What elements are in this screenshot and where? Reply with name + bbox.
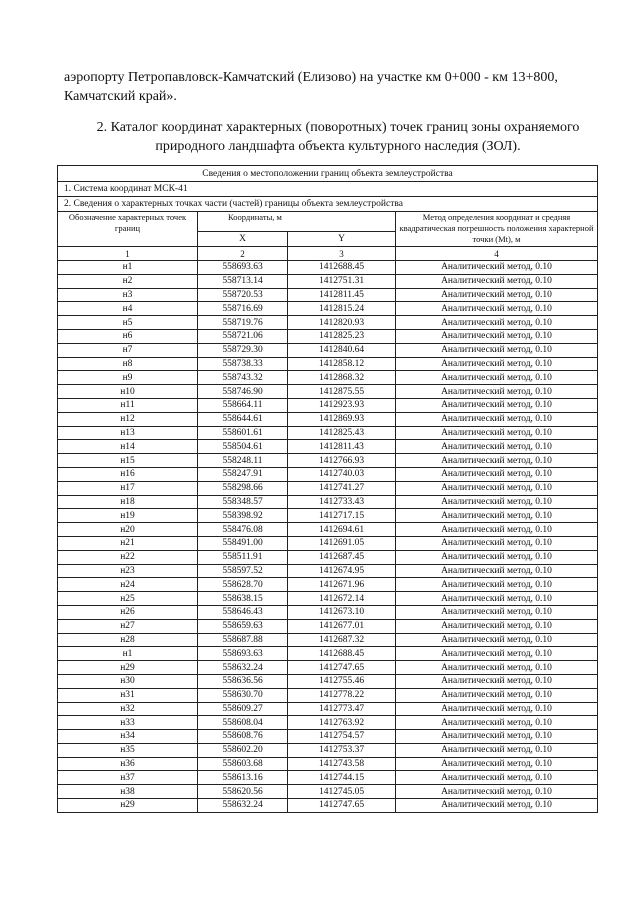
point-name-cell: н31 — [58, 688, 198, 702]
table-row — [58, 799, 598, 813]
method-cell: Аналитический метод, 0.10 — [396, 619, 598, 633]
x-coordinate-cell: 558729.30 — [198, 343, 288, 357]
x-coordinate-cell: 558298.66 — [198, 481, 288, 495]
y-coordinate-cell: 1412744.15 — [288, 771, 396, 785]
point-name-cell: н1 — [58, 261, 198, 275]
x-coordinate-cell: 558620.56 — [198, 785, 288, 799]
y-coordinate-cell: 1412754.57 — [288, 730, 396, 744]
table-row — [58, 426, 598, 440]
x-coordinate-cell: 558603.68 — [198, 757, 288, 771]
point-name-cell: н24 — [58, 578, 198, 592]
x-coordinate-cell: 558511.91 — [198, 550, 288, 564]
y-coordinate-cell: 1412868.32 — [288, 371, 396, 385]
x-coordinate-cell: 558630.70 — [198, 688, 288, 702]
table-row — [58, 316, 598, 330]
table-row — [58, 343, 598, 357]
column-header-point: Обозначение характерных точек границ — [58, 212, 198, 247]
point-name-cell: н36 — [58, 757, 198, 771]
table-row — [58, 302, 598, 316]
y-coordinate-cell: 1412747.65 — [288, 661, 396, 675]
column-header-y: Y — [288, 232, 396, 247]
table-row — [58, 619, 598, 633]
point-name-cell: н11 — [58, 398, 198, 412]
table-row — [58, 274, 598, 288]
x-coordinate-cell: 558597.52 — [198, 564, 288, 578]
y-coordinate-cell: 1412743.58 — [288, 757, 396, 771]
point-name-cell: н17 — [58, 481, 198, 495]
y-coordinate-cell: 1412778.22 — [288, 688, 396, 702]
table-row — [58, 398, 598, 412]
point-name-cell: н37 — [58, 771, 198, 785]
x-coordinate-cell: 558719.76 — [198, 316, 288, 330]
y-coordinate-cell: 1412753.37 — [288, 743, 396, 757]
y-coordinate-cell: 1412673.10 — [288, 605, 396, 619]
point-name-cell: н13 — [58, 426, 198, 440]
table-row — [58, 467, 598, 481]
x-coordinate-cell: 558613.16 — [198, 771, 288, 785]
point-name-cell: н12 — [58, 412, 198, 426]
x-coordinate-cell: 558720.53 — [198, 288, 288, 302]
table-title: Сведения о местоположении границ объекта землеустройства — [58, 166, 598, 182]
method-cell: Аналитический метод, 0.10 — [396, 592, 598, 606]
table-row — [58, 688, 598, 702]
point-name-cell: н38 — [58, 785, 198, 799]
x-coordinate-cell: 558247.91 — [198, 467, 288, 481]
y-coordinate-cell: 1412694.61 — [288, 523, 396, 537]
x-coordinate-cell: 558504.61 — [198, 440, 288, 454]
table-row — [58, 329, 598, 343]
method-cell: Аналитический метод, 0.10 — [396, 702, 598, 716]
x-coordinate-cell: 558644.61 — [198, 412, 288, 426]
method-cell: Аналитический метод, 0.10 — [396, 647, 598, 661]
method-cell: Аналитический метод, 0.10 — [396, 385, 598, 399]
coordinate-system: 1. Система координат МСК-41 — [58, 182, 598, 197]
point-name-cell: н21 — [58, 536, 198, 550]
table-row — [58, 523, 598, 537]
y-coordinate-cell: 1412733.43 — [288, 495, 396, 509]
point-name-cell: н28 — [58, 633, 198, 647]
x-coordinate-cell: 558646.43 — [198, 605, 288, 619]
y-coordinate-cell: 1412671.96 — [288, 578, 396, 592]
table-row — [58, 743, 598, 757]
y-coordinate-cell: 1412755.46 — [288, 674, 396, 688]
coordinates-table — [57, 165, 598, 813]
table-row — [58, 509, 598, 523]
heading-line: природного ландшафта объекта культурного наследия (ЗОЛ). — [155, 139, 521, 154]
x-coordinate-cell: 558348.57 — [198, 495, 288, 509]
point-name-cell: н29 — [58, 799, 198, 813]
y-coordinate-cell: 1412740.03 — [288, 467, 396, 481]
table-row — [58, 564, 598, 578]
method-cell: Аналитический метод, 0.10 — [396, 605, 598, 619]
method-cell: Аналитический метод, 0.10 — [396, 481, 598, 495]
point-name-cell: н33 — [58, 716, 198, 730]
method-cell: Аналитический метод, 0.10 — [396, 398, 598, 412]
x-coordinate-cell: 558664.11 — [198, 398, 288, 412]
column-number: 3 — [288, 247, 396, 261]
method-cell: Аналитический метод, 0.10 — [396, 716, 598, 730]
y-coordinate-cell: 1412677.01 — [288, 619, 396, 633]
table-row — [58, 550, 598, 564]
method-cell: Аналитический метод, 0.10 — [396, 674, 598, 688]
point-name-cell: н10 — [58, 385, 198, 399]
table-row — [58, 481, 598, 495]
x-coordinate-cell: 558608.04 — [198, 716, 288, 730]
table-row — [58, 702, 598, 716]
method-cell: Аналитический метод, 0.10 — [396, 509, 598, 523]
table-row — [58, 757, 598, 771]
table-row — [58, 440, 598, 454]
x-coordinate-cell: 558721.06 — [198, 329, 288, 343]
column-number: 1 — [58, 247, 198, 261]
table-row — [58, 261, 598, 275]
point-name-cell: н3 — [58, 288, 198, 302]
table-row — [58, 454, 598, 468]
method-cell: Аналитический метод, 0.10 — [396, 261, 598, 275]
x-coordinate-cell: 558609.27 — [198, 702, 288, 716]
section-heading — [64, 118, 612, 156]
y-coordinate-cell: 1412745.05 — [288, 785, 396, 799]
table-row — [58, 288, 598, 302]
method-cell: Аналитический метод, 0.10 — [396, 288, 598, 302]
x-coordinate-cell: 558476.08 — [198, 523, 288, 537]
method-cell: Аналитический метод, 0.10 — [396, 550, 598, 564]
point-name-cell: н18 — [58, 495, 198, 509]
x-coordinate-cell: 558638.15 — [198, 592, 288, 606]
x-coordinate-cell: 558713.14 — [198, 274, 288, 288]
parts-caption: 2. Сведения о характерных точках части (частей) границы объекта землеустройства — [58, 197, 598, 212]
x-coordinate-cell: 558602.20 — [198, 743, 288, 757]
y-coordinate-cell: 1412869.93 — [288, 412, 396, 426]
table-row — [58, 730, 598, 744]
table-row — [58, 771, 598, 785]
method-cell: Аналитический метод, 0.10 — [396, 688, 598, 702]
y-coordinate-cell: 1412875.55 — [288, 385, 396, 399]
y-coordinate-cell: 1412688.45 — [288, 261, 396, 275]
table-row — [58, 357, 598, 371]
method-cell: Аналитический метод, 0.10 — [396, 785, 598, 799]
method-cell: Аналитический метод, 0.10 — [396, 412, 598, 426]
method-cell: Аналитический метод, 0.10 — [396, 730, 598, 744]
point-name-cell: н29 — [58, 661, 198, 675]
x-coordinate-cell: 558491.00 — [198, 536, 288, 550]
y-coordinate-cell: 1412741.27 — [288, 481, 396, 495]
column-header-method: Метод определения координат и средняя квадратическая погрешность положения характерной точки (Mt), м — [396, 212, 598, 247]
y-coordinate-cell: 1412858.12 — [288, 357, 396, 371]
table-row — [58, 633, 598, 647]
x-coordinate-cell: 558693.63 — [198, 261, 288, 275]
method-cell: Аналитический метод, 0.10 — [396, 440, 598, 454]
method-cell: Аналитический метод, 0.10 — [396, 274, 598, 288]
intro-line: аэропорту Петропавловск-Камчатский (Елизово) на участке км 0+000 - км 13+800, — [64, 70, 558, 85]
point-name-cell: н2 — [58, 274, 198, 288]
points-body — [58, 261, 598, 813]
point-name-cell: н15 — [58, 454, 198, 468]
method-cell: Аналитический метод, 0.10 — [396, 536, 598, 550]
y-coordinate-cell: 1412751.31 — [288, 274, 396, 288]
y-coordinate-cell: 1412691.05 — [288, 536, 396, 550]
y-coordinate-cell: 1412840.64 — [288, 343, 396, 357]
point-name-cell: н6 — [58, 329, 198, 343]
table-row — [58, 674, 598, 688]
method-cell: Аналитический метод, 0.10 — [396, 467, 598, 481]
x-coordinate-cell: 558636.56 — [198, 674, 288, 688]
point-name-cell: н9 — [58, 371, 198, 385]
method-cell: Аналитический метод, 0.10 — [396, 799, 598, 813]
table-row — [58, 785, 598, 799]
method-cell: Аналитический метод, 0.10 — [396, 343, 598, 357]
point-name-cell: н16 — [58, 467, 198, 481]
point-name-cell: н14 — [58, 440, 198, 454]
table-row — [58, 536, 598, 550]
x-coordinate-cell: 558632.24 — [198, 799, 288, 813]
table-row — [58, 716, 598, 730]
point-name-cell: н32 — [58, 702, 198, 716]
table-row — [58, 661, 598, 675]
point-name-cell: н27 — [58, 619, 198, 633]
point-name-cell: н8 — [58, 357, 198, 371]
point-name-cell: н5 — [58, 316, 198, 330]
y-coordinate-cell: 1412766.93 — [288, 454, 396, 468]
method-cell: Аналитический метод, 0.10 — [396, 743, 598, 757]
table-row — [58, 412, 598, 426]
method-cell: Аналитический метод, 0.10 — [396, 633, 598, 647]
method-cell: Аналитический метод, 0.10 — [396, 329, 598, 343]
point-name-cell: н4 — [58, 302, 198, 316]
method-cell: Аналитический метод, 0.10 — [396, 757, 598, 771]
table-row — [58, 647, 598, 661]
method-cell: Аналитический метод, 0.10 — [396, 302, 598, 316]
y-coordinate-cell: 1412717.15 — [288, 509, 396, 523]
y-coordinate-cell: 1412687.32 — [288, 633, 396, 647]
x-coordinate-cell: 558693.63 — [198, 647, 288, 661]
y-coordinate-cell: 1412763.92 — [288, 716, 396, 730]
y-coordinate-cell: 1412773.47 — [288, 702, 396, 716]
table-row — [58, 578, 598, 592]
x-coordinate-cell: 558738.33 — [198, 357, 288, 371]
x-coordinate-cell: 558746.90 — [198, 385, 288, 399]
intro-paragraph — [64, 68, 612, 106]
method-cell: Аналитический метод, 0.10 — [396, 316, 598, 330]
method-cell: Аналитический метод, 0.10 — [396, 426, 598, 440]
method-cell: Аналитический метод, 0.10 — [396, 371, 598, 385]
method-cell: Аналитический метод, 0.10 — [396, 771, 598, 785]
x-coordinate-cell: 558608.76 — [198, 730, 288, 744]
column-number: 2 — [198, 247, 288, 261]
y-coordinate-cell: 1412825.43 — [288, 426, 396, 440]
x-coordinate-cell: 558601.61 — [198, 426, 288, 440]
y-coordinate-cell: 1412923.93 — [288, 398, 396, 412]
table-row — [58, 385, 598, 399]
x-coordinate-cell: 558632.24 — [198, 661, 288, 675]
y-coordinate-cell: 1412811.43 — [288, 440, 396, 454]
x-coordinate-cell: 558687.88 — [198, 633, 288, 647]
y-coordinate-cell: 1412825.23 — [288, 329, 396, 343]
method-cell: Аналитический метод, 0.10 — [396, 564, 598, 578]
x-coordinate-cell: 558659.63 — [198, 619, 288, 633]
point-name-cell: н34 — [58, 730, 198, 744]
method-cell: Аналитический метод, 0.10 — [396, 578, 598, 592]
x-coordinate-cell: 558248.11 — [198, 454, 288, 468]
point-name-cell: н25 — [58, 592, 198, 606]
point-name-cell: н35 — [58, 743, 198, 757]
table-row — [58, 592, 598, 606]
heading-line: 2. Каталог координат характерных (поворотных) точек границ зоны охраняемого — [96, 120, 580, 135]
table-row — [58, 371, 598, 385]
point-name-cell: н26 — [58, 605, 198, 619]
y-coordinate-cell: 1412687.45 — [288, 550, 396, 564]
point-name-cell: н7 — [58, 343, 198, 357]
point-name-cell: н1 — [58, 647, 198, 661]
y-coordinate-cell: 1412688.45 — [288, 647, 396, 661]
point-name-cell: н19 — [58, 509, 198, 523]
point-name-cell: н20 — [58, 523, 198, 537]
method-cell: Аналитический метод, 0.10 — [396, 357, 598, 371]
y-coordinate-cell: 1412747.65 — [288, 799, 396, 813]
y-coordinate-cell: 1412672.14 — [288, 592, 396, 606]
method-cell: Аналитический метод, 0.10 — [396, 495, 598, 509]
x-coordinate-cell: 558628.70 — [198, 578, 288, 592]
table-row — [58, 605, 598, 619]
x-coordinate-cell: 558398.92 — [198, 509, 288, 523]
column-header-x: X — [198, 232, 288, 247]
method-cell: Аналитический метод, 0.10 — [396, 661, 598, 675]
column-header-coords: Координаты, м — [198, 212, 396, 232]
intro-line: Камчатский край». — [64, 89, 177, 104]
method-cell: Аналитический метод, 0.10 — [396, 523, 598, 537]
y-coordinate-cell: 1412820.93 — [288, 316, 396, 330]
x-coordinate-cell: 558716.69 — [198, 302, 288, 316]
y-coordinate-cell: 1412815.24 — [288, 302, 396, 316]
point-name-cell: н30 — [58, 674, 198, 688]
y-coordinate-cell: 1412674.95 — [288, 564, 396, 578]
column-number: 4 — [396, 247, 598, 261]
y-coordinate-cell: 1412811.45 — [288, 288, 396, 302]
x-coordinate-cell: 558743.32 — [198, 371, 288, 385]
method-cell: Аналитический метод, 0.10 — [396, 454, 598, 468]
point-name-cell: н22 — [58, 550, 198, 564]
point-name-cell: н23 — [58, 564, 198, 578]
table-row — [58, 495, 598, 509]
